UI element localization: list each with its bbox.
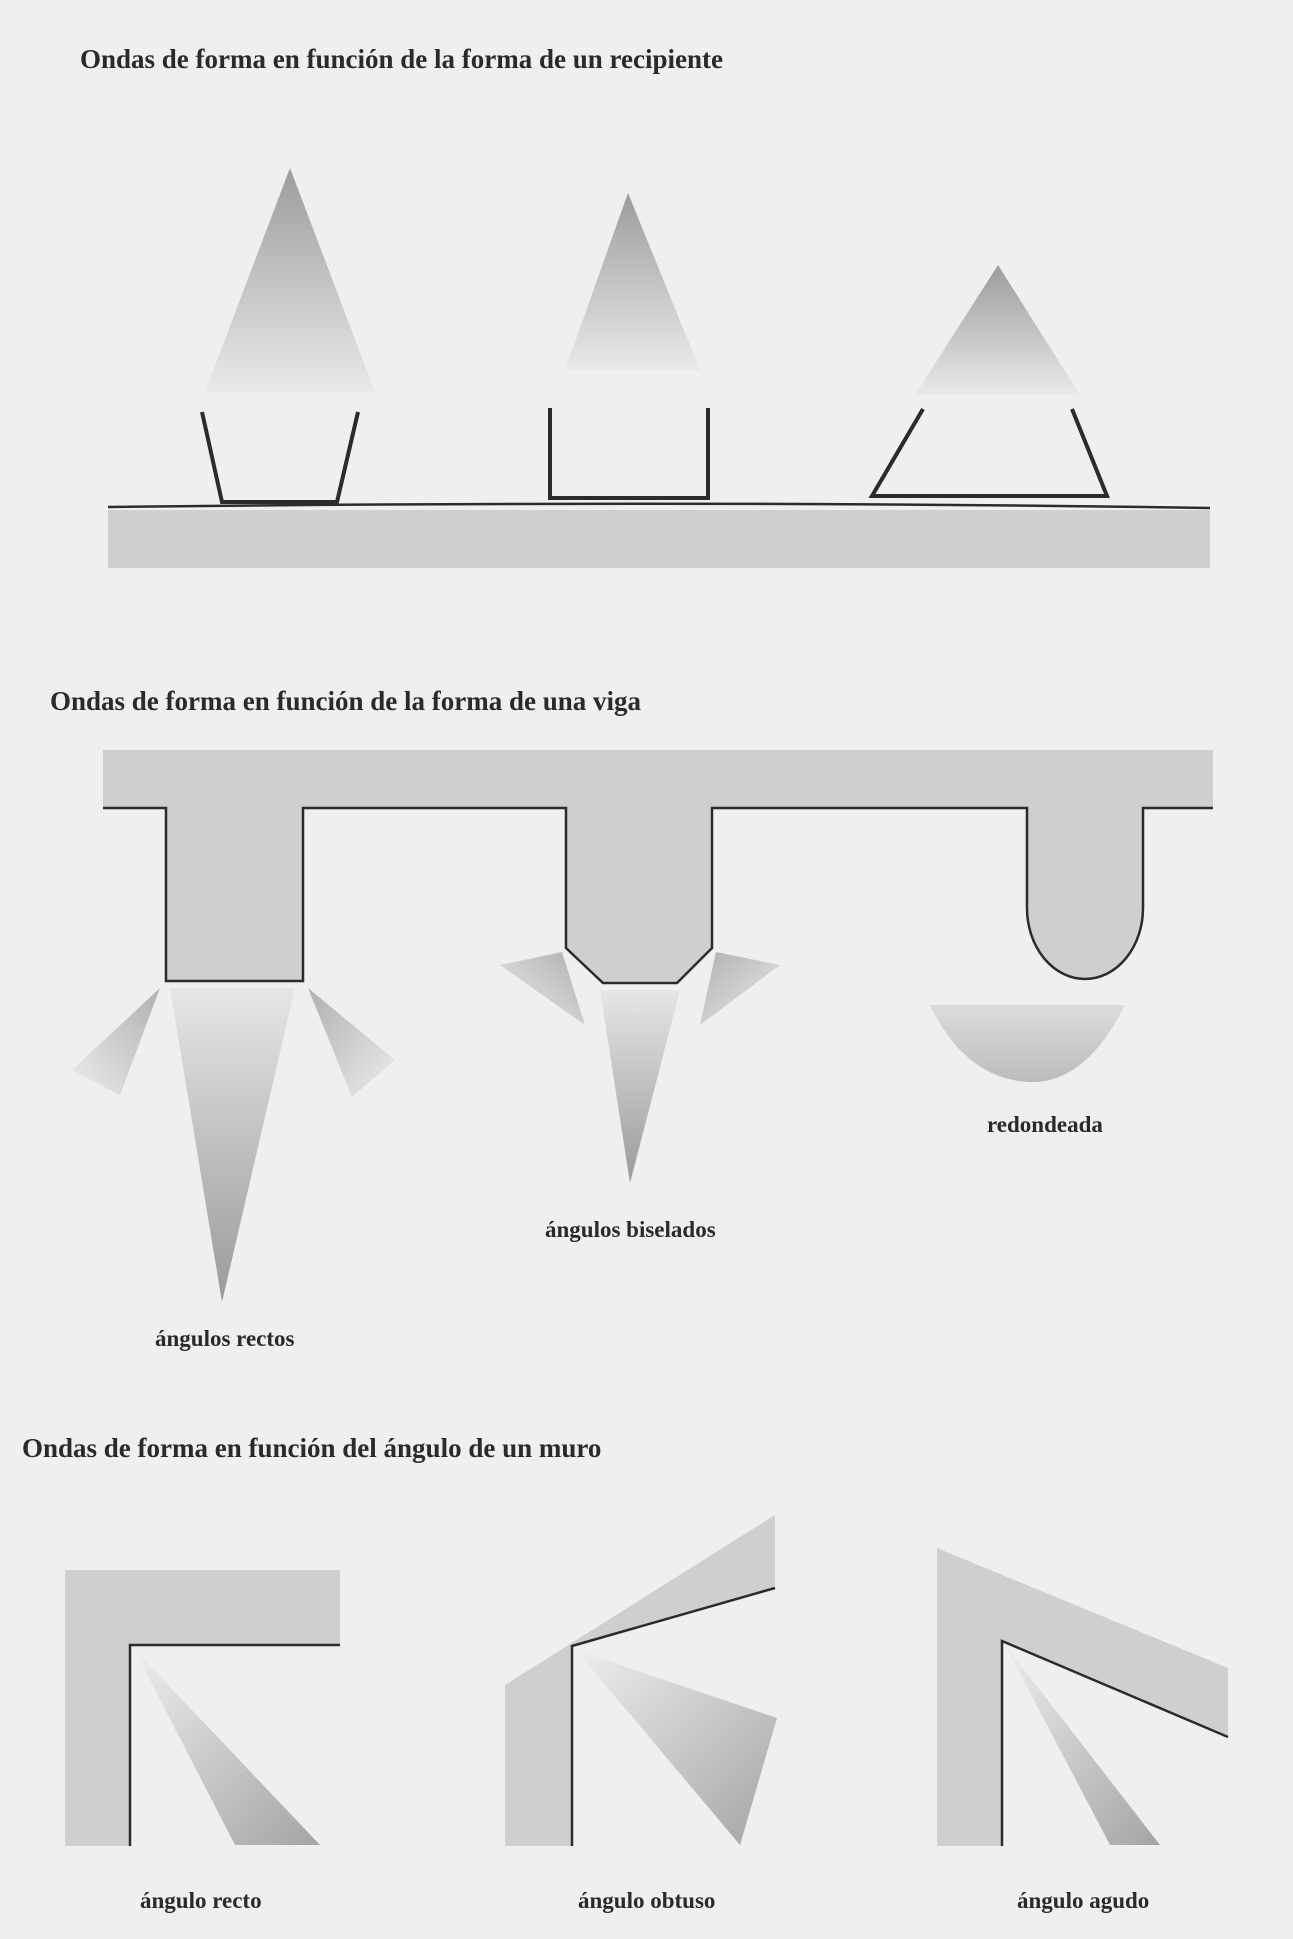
wall-3-body <box>937 1548 1228 1846</box>
beam-2-wave-right <box>700 952 780 1025</box>
pot-2-outline <box>550 408 708 498</box>
caption-redondeada: redondeada <box>987 1112 1103 1137</box>
beam-1-wave-right <box>308 988 395 1097</box>
caption-angulos-rectos: ángulos rectos <box>155 1326 295 1351</box>
pot-3-wave <box>915 265 1080 395</box>
wall-1-body <box>65 1570 340 1846</box>
pot-3-outline <box>872 409 1107 496</box>
ground-slab <box>108 510 1210 568</box>
section-3-heading: Ondas de forma en función del ángulo de un muro <box>22 1433 602 1463</box>
beam-3-wave <box>930 1005 1125 1082</box>
beam-2-wave-down <box>600 990 680 1183</box>
section-2-heading: Ondas de forma en función de la forma de una viga <box>50 686 642 716</box>
caption-angulos-biselados: ángulos biselados <box>545 1217 716 1242</box>
caption-angulo-obtuso: ángulo obtuso <box>578 1888 716 1913</box>
beam-1-wave-down <box>170 988 295 1302</box>
caption-angulo-agudo: ángulo agudo <box>1017 1888 1150 1913</box>
ground-line <box>108 504 1210 508</box>
caption-angulo-recto: ángulo recto <box>140 1888 262 1913</box>
beam-1-wave-left <box>72 988 160 1095</box>
pot-1-wave <box>205 168 375 392</box>
wall-2-wave <box>576 1650 777 1845</box>
wall-1-wave <box>134 1649 320 1845</box>
pot-1-outline <box>202 412 358 502</box>
beam-body <box>103 750 1213 983</box>
pot-2-wave <box>565 193 700 370</box>
section-1-heading: Ondas de forma en función de la forma de un recipiente <box>80 44 723 74</box>
beam-2-wave-left <box>500 952 585 1025</box>
